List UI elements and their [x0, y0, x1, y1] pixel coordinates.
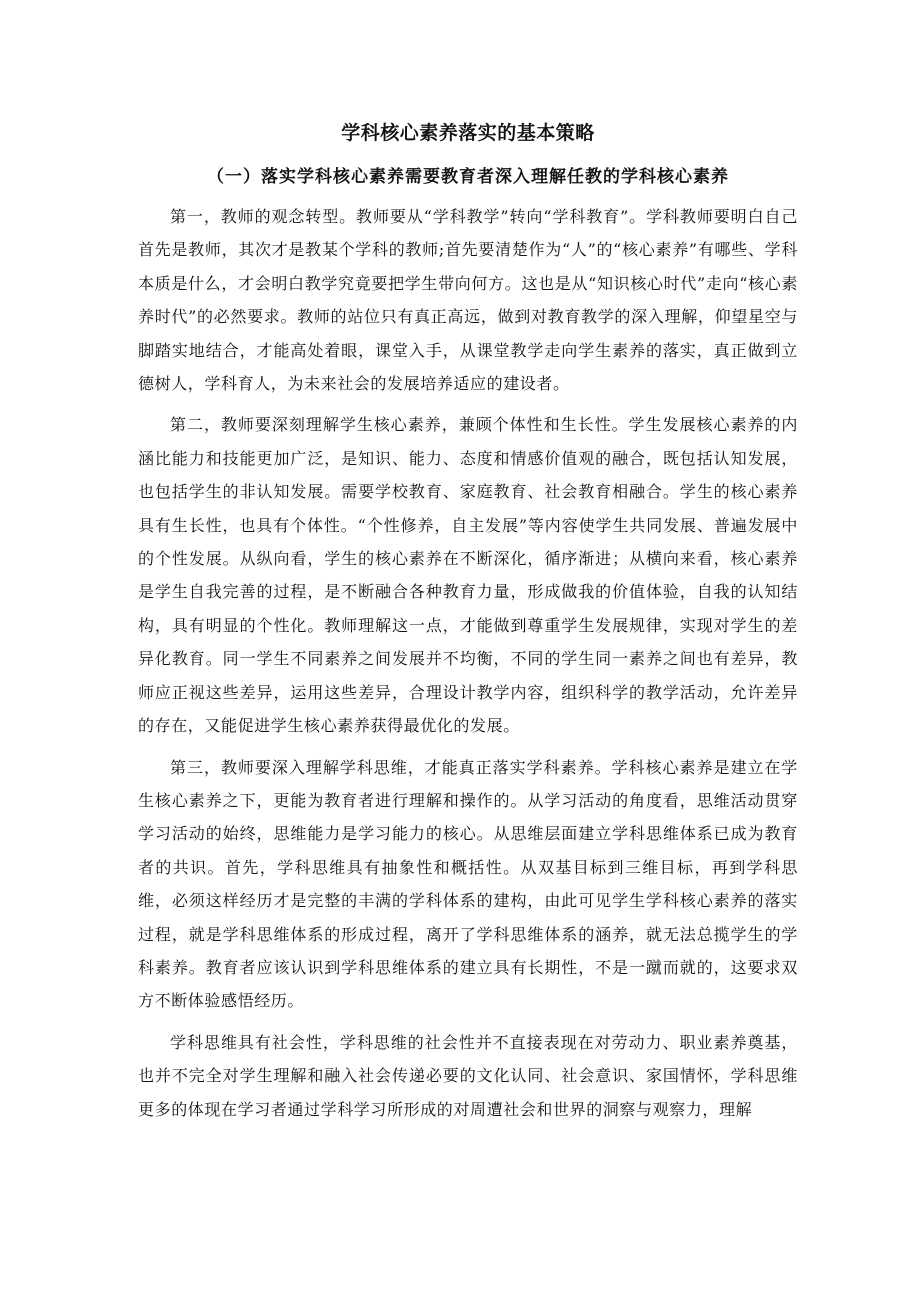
section-heading: （一）落实学科核心素养需要教育者深入理解任教的学科核心素养: [207, 167, 729, 187]
document-page: [138, 118, 798, 1134]
paragraph-3: 第三，教师要深入理解学科思维，才能真正落实学科素养。学科核心素养是建立在学生核心素养之下，更能为教育者进行理解和操作的。从学习活动的角度看，思维活动贯穿学习活动的始终，思维能力是学习能力的核心。从思维层面建立学科思维体系已成为教育者的共识。首先，学科思维具有抽象性和概括性。从双基目标到三维目标，再到学科思维，必须这样经历才是完整的丰满的学科体系的建构，由此可见学生学科核心素养的落实过程，就是学科思维体系的形成过程，离开了学科思维体系的涵养，就无法总揽学生的学科素养。教育者应该认识到学科思维体系的建立具有长期性，不是一蹴而就的，这要求双方不断体验感悟经历。: [138, 757, 798, 1011]
document-title: 学科核心素养落实的基本策略: [341, 122, 595, 144]
paragraph-4: 学科思维具有社会性，学科思维的社会性并不直接表现在对劳动力、职业素养奠基，也并不完全对学生理解和融入社会传递必要的文化认同、社会意识、家国情怀，学科思维更多的体现在学习者通过学科学习所形成的对周遭社会和世界的洞察与观察力，理解: [138, 1032, 798, 1119]
paragraph-1: 第一，教师的观念转型。教师要从“学科教学”转向“学科教育”。学科教师要明白自己首先是教师，其次才是教某个学科的教师;首先要清楚作为“人”的“核心素养”有哪些、学科本质是什么，才会明白教学究竟要把学生带向何方。这也是从“知识核心时代”走向“核心素养时代”的必然要求。教师的站位只有真正高远，做到对教育教学的深入理解，仰望星空与脚踏实地结合，才能高处着眼，课堂入手，从课堂教学走向学生素养的落实，真正做到立德树人，学科育人，为未来社会的发展培养适应的建设者。: [138, 207, 798, 394]
paragraph-2: 第二，教师要深刻理解学生核心素养，兼顾个体性和生长性。学生发展核心素养的内涵比能力和技能更加广泛，是知识、能力、态度和情感价值观的融合，既包括认知发展，也包括学生的非认知发展。需要学校教育、家庭教育、社会教育相融合。学生的核心素养具有生长性，也具有个体性。“个性修养，自主发展”等内容使学生共同发展、普遍发展中的个性发展。从纵向看，学生的核心素养在不断深化，循序渐进；从横向来看，核心素养是学生自我完善的过程，是不断融合各种教育力量，形成做我的价值体验，自我的认知结构，具有明显的个性化。教师理解这一点，才能做到尊重学生发展规律，实现对学生的差异化教育。同一学生不同素养之间发展并不均衡，不同的学生同一素养之间也有差异，教师应正视这些差异，运用这些差异，合理设计教学内容，组织科学的教学活动，允许差异的存在，又能促进学生核心素养获得最优化的发展。: [138, 415, 798, 736]
